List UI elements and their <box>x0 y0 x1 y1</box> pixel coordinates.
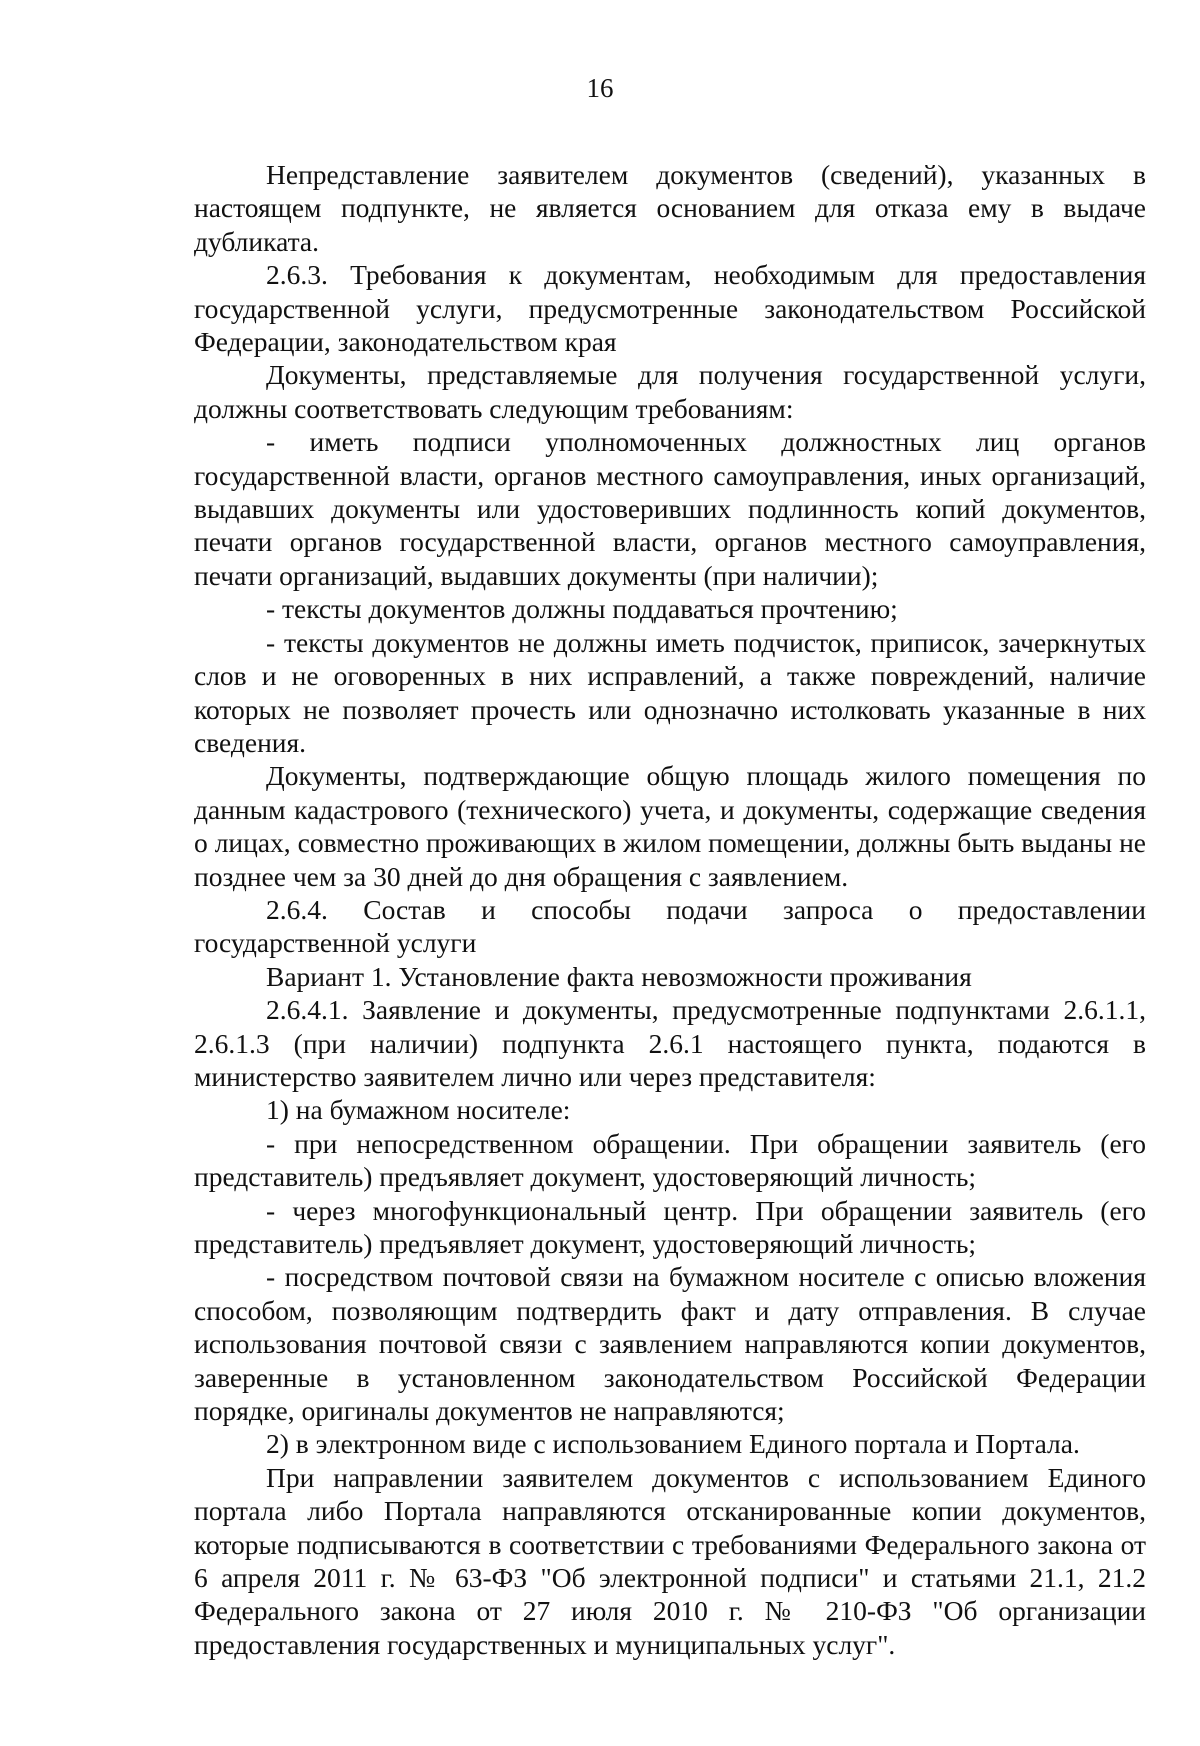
list-item: 2) в электронном виде с использованием Единого портала и Портала. <box>266 1428 1080 1460</box>
list-item: - при непосредственном обращении. При обращении заявитель (его представитель) предъявляет документ, удостоверяющий личность; <box>194 1127 1146 1193</box>
document-body <box>194 158 1146 1661</box>
variant-heading: Вариант 1. Установление факта невозможности проживания <box>266 960 972 992</box>
list-item: 1) на бумажном носителе: <box>266 1094 571 1126</box>
section-heading: 2.6.3. Требования к документам, необходимым для предоставления государственной услуги, предусмотренные законодательством Российской Федерации, законодательством края <box>194 259 1146 358</box>
section-heading: 2.6.4. Состав и способы подачи запроса о предоставлении государственной услуги <box>194 893 1146 959</box>
list-item: - тексты документов не должны иметь подчисток, приписок, зачеркнутых слов и не оговоренных в них исправлений, а также повреждений, наличие которых не позволяет прочесть или однозначно истолковать указанные в них сведения. <box>194 626 1146 758</box>
paragraph: 2.6.4.1. Заявление и документы, предусмотренные подпунктами 2.6.1.1, 2.6.1.3 (при наличии) подпункта 2.6.1 настоящего пункта, подаются в министерство заявителем лично или через представителя: <box>194 994 1146 1092</box>
list-item: - тексты документов должны поддаваться прочтению; <box>266 593 898 625</box>
list-item: - иметь подписи уполномоченных должностных лиц органов государственной власти, органов местного самоуправления, иных организаций, выдавших документы или удостоверивших подлинность копий документов, печати органов государственной власти, органов местного самоуправления, печати организаций, выдавших документы (при наличии); <box>194 426 1146 591</box>
list-item: - посредством почтовой связи на бумажном носителе с описью вложения способом, позволяющим подтвердить факт и дату отправления. В случае использования почтовой связи с заявлением направляются копии документов, заверенные в установленном законодательством Российской Федерации порядке, оригиналы документов не направляются; <box>194 1261 1146 1427</box>
paragraph: При направлении заявителем документов с использованием Единого портала либо Портала направляются отсканированные копии документов, которые подписываются в соответствии с требованиями Федерального закона от 6 апреля 2011 г. № 63-ФЗ "Об электронной подписи" и статьями 21.1, 21.2 Федерального закона от 27 июля 2010 г. № 210-ФЗ "Об организации предоставления государственных и муниципальных услуг". <box>194 1461 1146 1660</box>
paragraph: Непредставление заявителем документов (сведений), указанных в настоящем подпункте, не является основанием для отказа ему в выдаче дубликата. <box>194 159 1146 257</box>
paragraph: Документы, представляемые для получения государственной услуги, должны соответствовать следующим требованиям: <box>194 359 1146 424</box>
paragraph: Документы, подтверждающие общую площадь жилого помещения по данным кадастрового (технического) учета, и документы, содержащие сведения о лицах, совместно проживающих в жилом помещении, должны быть выданы не позднее чем за 30 дней до дня обращения с заявлением. <box>194 760 1146 892</box>
page-number: 16 <box>586 73 614 103</box>
list-item: - через многофункциональный центр. При обращении заявитель (его представитель) предъявляет документ, удостоверяющий личность; <box>194 1194 1146 1259</box>
